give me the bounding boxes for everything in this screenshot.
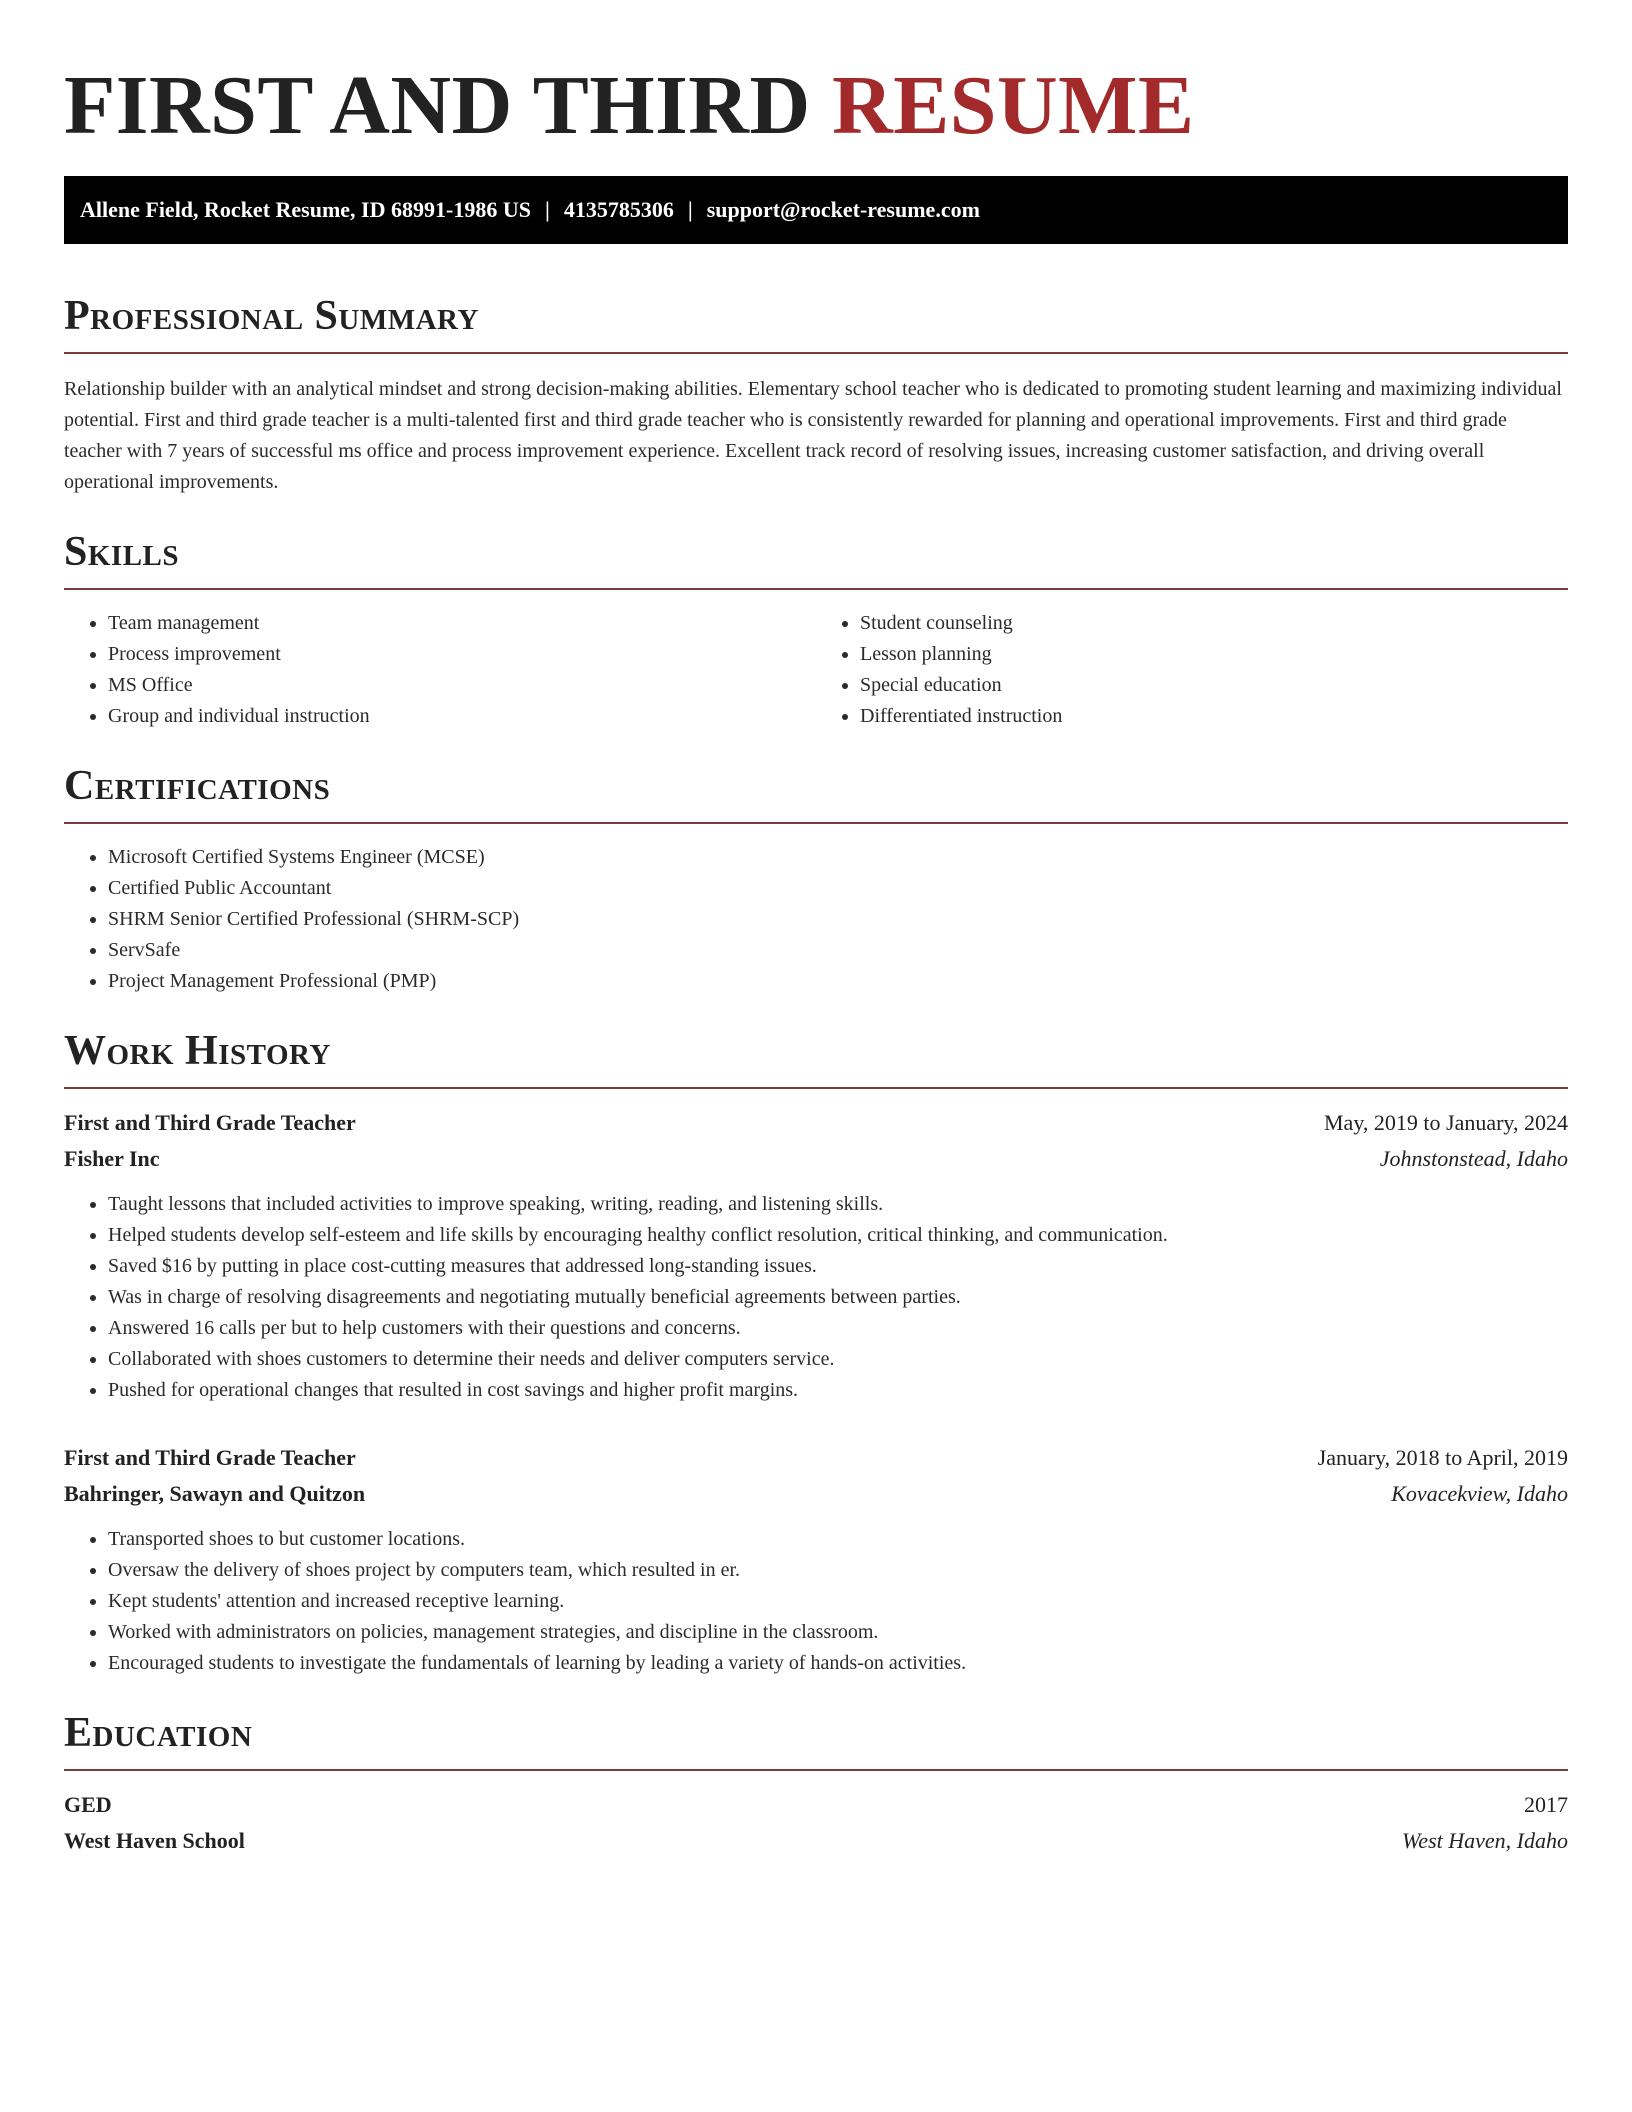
job-bullet: • Worked with administrators on policies, management strategies, and discipline in the classroom. bbox=[108, 1617, 1568, 1648]
contact-email: support@rocket-resume.com bbox=[706, 197, 980, 222]
job-company-row bbox=[64, 1476, 1568, 1512]
job-dates: May, 2019 to January, 2024 bbox=[1324, 1110, 1568, 1135]
education-year: 2017 bbox=[1524, 1792, 1568, 1817]
education-school-row bbox=[64, 1823, 1568, 1859]
certification-item: • SHRM Senior Certified Professional (SHRM-SCP) bbox=[108, 904, 1568, 935]
education-location: West Haven, Idaho bbox=[1402, 1828, 1568, 1853]
skill-item: • Special education bbox=[860, 670, 1568, 701]
summary-section bbox=[64, 290, 1568, 498]
job-entry bbox=[64, 1440, 1568, 1679]
skill-item: • Process improvement bbox=[108, 639, 816, 670]
skill-item: • Lesson planning bbox=[860, 639, 1568, 670]
contact-bar bbox=[64, 176, 1568, 244]
skills-grid bbox=[64, 608, 1568, 732]
job-location: Johnstonstead, Idaho bbox=[1379, 1146, 1568, 1171]
job-bullets bbox=[64, 1189, 1568, 1406]
skills-section bbox=[64, 526, 1568, 732]
job-dates: January, 2018 to April, 2019 bbox=[1317, 1445, 1568, 1470]
certifications-section bbox=[64, 760, 1568, 997]
contact-phone: 4135785306 bbox=[563, 197, 674, 222]
education-heading: Education bbox=[64, 1710, 253, 1756]
resume-title bbox=[64, 56, 1568, 156]
job-bullet: • Pushed for operational changes that resulted in cost savings and higher profit margins. bbox=[108, 1375, 1568, 1406]
skills-list-right bbox=[816, 608, 1568, 732]
title-accent: RESUME bbox=[832, 59, 1195, 152]
job-company: Fisher Inc bbox=[64, 1146, 160, 1171]
work-history-heading: Work History bbox=[64, 1028, 331, 1074]
education-degree-row bbox=[64, 1787, 1568, 1823]
education-school: West Haven School bbox=[64, 1828, 245, 1853]
job-bullet: • Oversaw the delivery of shoes project by computers team, which resulted in er. bbox=[108, 1555, 1568, 1586]
job-location: Kovacekview, Idaho bbox=[1391, 1481, 1568, 1506]
job-entry bbox=[64, 1105, 1568, 1406]
education-entry bbox=[64, 1787, 1568, 1859]
work-history-section bbox=[64, 1025, 1568, 1679]
certification-item: • Project Management Professional (PMP) bbox=[108, 966, 1568, 997]
education-section bbox=[64, 1707, 1568, 1859]
certification-item: • ServSafe bbox=[108, 935, 1568, 966]
skill-item: • Team management bbox=[108, 608, 816, 639]
education-degree: GED bbox=[64, 1792, 112, 1817]
skill-item: • Student counseling bbox=[860, 608, 1568, 639]
job-bullet: • Helped students develop self-esteem and life skills by encouraging healthy conflict resolution, critical thinking, and communication. bbox=[108, 1220, 1568, 1251]
job-bullets bbox=[64, 1524, 1568, 1679]
job-bullet: • Taught lessons that included activities to improve speaking, writing, reading, and listening skills. bbox=[108, 1189, 1568, 1220]
job-title-row bbox=[64, 1440, 1568, 1476]
skill-item: • Group and individual instruction bbox=[108, 701, 816, 732]
summary-text: Relationship builder with an analytical mindset and strong decision-making abilities. Elementary school teacher who is dedicated to promoting student learning and maximizing individual potential. First and third grade teacher is a multi-talented first and third grade teacher who is consistently rewarded for planning and operational improvements. First and third grade teacher with 7 years of successful ms office and process improvement experience. Excellent track record of resolving issues, increasing customer satisfaction, and driving overall operational improvements. bbox=[64, 378, 1562, 493]
contact-separator: | bbox=[544, 197, 550, 222]
certification-item: • Microsoft Certified Systems Engineer (MCSE) bbox=[108, 842, 1568, 873]
job-bullet: • Kept students' attention and increased receptive learning. bbox=[108, 1586, 1568, 1617]
skills-list-left bbox=[64, 608, 816, 732]
job-company-row bbox=[64, 1141, 1568, 1177]
job-bullet: • Encouraged students to investigate the fundamentals of learning by leading a variety of hands-on activities. bbox=[108, 1648, 1568, 1679]
job-bullet: • Answered 16 calls per but to help customers with their questions and concerns. bbox=[108, 1313, 1568, 1344]
job-bullet: • Saved $16 by putting in place cost-cutting measures that addressed long-standing issues. bbox=[108, 1251, 1568, 1282]
job-bullet: • Transported shoes to but customer locations. bbox=[108, 1524, 1568, 1555]
job-bullet: • Collaborated with shoes customers to determine their needs and deliver computers service. bbox=[108, 1344, 1568, 1375]
section-divider bbox=[64, 1087, 1568, 1089]
job-title: First and Third Grade Teacher bbox=[64, 1110, 356, 1135]
certification-item: • Certified Public Accountant bbox=[108, 873, 1568, 904]
contact-separator: | bbox=[687, 197, 693, 222]
job-bullet: • Was in charge of resolving disagreements and negotiating mutually beneficial agreements between parties. bbox=[108, 1282, 1568, 1313]
contact-address: Allene Field, Rocket Resume, ID 68991-1986 US bbox=[80, 197, 531, 222]
job-title-row bbox=[64, 1105, 1568, 1141]
summary-heading: Professional Summary bbox=[64, 293, 479, 339]
job-title: First and Third Grade Teacher bbox=[64, 1445, 356, 1470]
certifications-heading: Certifications bbox=[64, 763, 331, 809]
section-divider bbox=[64, 822, 1568, 824]
skill-item: • MS Office bbox=[108, 670, 816, 701]
job-company: Bahringer, Sawayn and Quitzon bbox=[64, 1481, 366, 1506]
title-main: FIRST AND THIRD bbox=[64, 59, 811, 152]
certifications-list bbox=[64, 842, 1568, 997]
section-divider bbox=[64, 588, 1568, 590]
skill-item: • Differentiated instruction bbox=[860, 701, 1568, 732]
section-divider bbox=[64, 352, 1568, 354]
section-divider bbox=[64, 1769, 1568, 1771]
skills-heading: Skills bbox=[64, 529, 180, 575]
